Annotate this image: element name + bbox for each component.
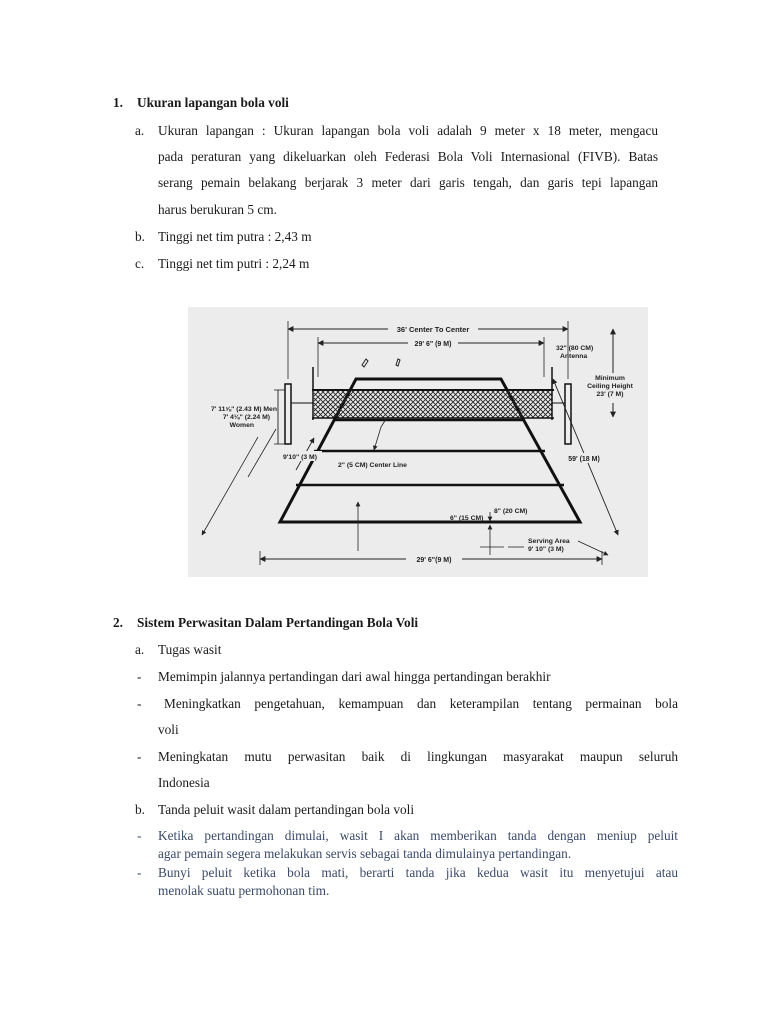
item-2b-label: b.: [135, 802, 145, 817]
net-mesh: [314, 390, 552, 418]
label-length: 59' (18 M): [568, 456, 600, 463]
label-center-to-center: 36' Center To Center: [396, 325, 470, 334]
item-2b-text: Tanda peluit wasit dalam pertandingan bola voli: [158, 802, 415, 817]
duty-2-bullet: -: [137, 696, 142, 711]
duty-1-bullet: -: [137, 669, 142, 684]
whistle-1-line-1: Ketika pertandingan dimulai, wasit I akan memberikan tanda dengan meniup peluit: [158, 828, 678, 843]
label-width-top: 29' 6" (9 M): [414, 341, 452, 348]
label-min-ceiling-3: 23' (7 M): [596, 391, 624, 398]
duty-2-line-1: Meningkatkan pengetahuan, kemampuan dan keterampilan tentang permainan bola: [164, 696, 678, 711]
label-net-women-2: Women: [229, 422, 254, 429]
section-1-title: Ukuran lapangan bola voli: [137, 95, 289, 110]
item-1c-label: c.: [135, 256, 145, 271]
item-1a-line-2: pada peraturan yang dikeluarkan oleh Federasi Bola Voli Internasional (FIVB). Batas: [158, 149, 658, 164]
whistle-1-bullet: -: [137, 828, 142, 843]
whistle-1-line-2: agar pemain segera melakukan servis sebagai tanda dimulainya pertandingan.: [158, 846, 572, 861]
item-1a-line-4: harus berukuran 5 cm.: [158, 202, 277, 217]
label-min-ceiling-2: Ceiling Height: [587, 383, 633, 390]
label-line-8: 8" (20 CM): [494, 508, 528, 515]
section-1-number: 1.: [113, 95, 123, 110]
item-2a-label: a.: [135, 642, 145, 657]
label-antenna-size: 32" (80 CM): [556, 345, 594, 352]
label-width-bottom: 29' 6"(9 M): [416, 557, 452, 564]
label-center-line: 2" (5 CM) Center Line: [338, 462, 407, 469]
duty-3-line-2: Indonesia: [158, 775, 210, 790]
net-post-left: [285, 384, 291, 444]
item-1a-line-1: Ukuran lapangan : Ukuran lapangan bola voli adalah 9 meter x 18 meter, mengacu: [158, 123, 658, 138]
label-serving-2: 9' 10" (3 M): [528, 546, 564, 553]
duty-1-line-1: Memimpin jalannya pertandingan dari awal hingga pertandingan berakhir: [158, 669, 551, 684]
whistle-2-line-1: Bunyi peluit ketika bola mati, berarti tanda jika kedua wasit itu menyetujui atau: [158, 865, 678, 880]
section-2-number: 2.: [113, 615, 123, 630]
label-antenna: Antenna: [560, 353, 588, 360]
duty-3-line-1: Meningkatan mutu perwasitan baik di lingkungan masyarakat maupun seluruh: [158, 749, 678, 764]
label-net-women-1: 7' 4⅛" (2.24 M): [222, 414, 270, 421]
item-1a-line-3: serang pemain belakang berjarak 3 meter dari garis tengah, dan garis tepi lapangan: [158, 175, 658, 190]
duty-2-line-2: voli: [158, 722, 179, 737]
label-serving-1: Serving Area: [528, 538, 570, 545]
court-drawing: [188, 307, 648, 577]
label-line-6: 6" (15 CM): [450, 515, 484, 522]
item-1b-text: Tinggi net tim putra : 2,43 m: [158, 229, 312, 244]
item-2a-text: Tugas wasit: [158, 642, 222, 657]
volleyball-court-diagram: [188, 307, 648, 577]
label-net-men: 7' 11⅝" (2.43 M) Men: [210, 406, 277, 413]
label-attack-line: 9'10" (3 M): [283, 454, 317, 461]
whistle-2-bullet: -: [137, 865, 142, 880]
whistle-2-line-2: menolak suatu permohonan tim.: [158, 883, 330, 898]
item-1c-text: Tinggi net tim putri : 2,24 m: [158, 256, 310, 271]
section-2-title: Sistem Perwasitan Dalam Pertandingan Bola Voli: [137, 615, 419, 630]
item-1a-label: a.: [135, 123, 145, 138]
item-1b-label: b.: [135, 229, 145, 244]
duty-3-bullet: -: [137, 749, 142, 764]
label-min-ceiling-1: Minimum: [595, 375, 625, 382]
